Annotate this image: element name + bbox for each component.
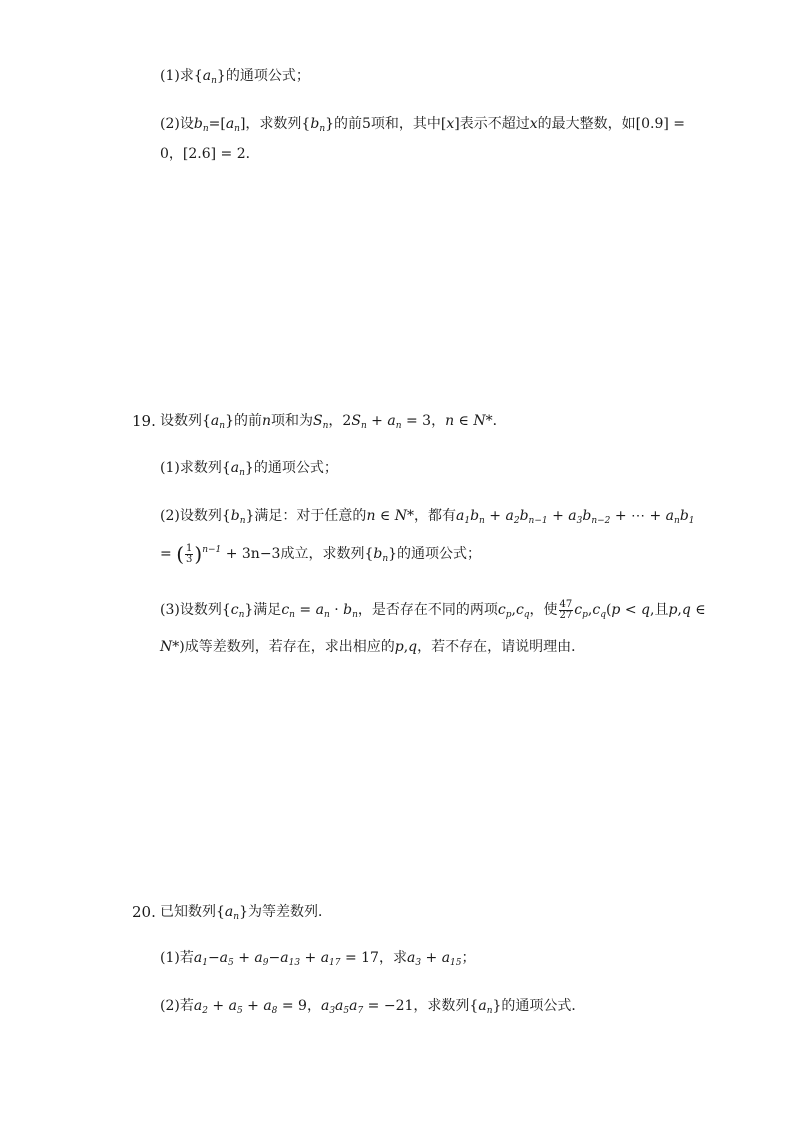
q19-intro: 设数列$\{a_n\}$的前n项和为$S_n$，$2S_n + a_n = 3$，n ∈ N*．	[160, 413, 507, 431]
math-b-n: $b_n$	[230, 508, 246, 526]
math-c-q: $c_q$	[515, 602, 530, 620]
math-n: n	[445, 413, 455, 429]
q19-part2-line2: = ( $\frac{1}{3}$ )$^{n-1}$ + 3n−3成立，求数列$\{b_n\}$的通项公式；	[160, 542, 482, 566]
math-S-n: $S_n$	[351, 413, 367, 431]
math-c-q: $c_q$	[592, 602, 606, 620]
math-N: N	[394, 508, 407, 524]
math-b-n: $b_n$	[343, 602, 358, 620]
math-a-n: $a_n$	[315, 602, 330, 620]
q19-part3-line1: (3)设数列$\{c_n\}$满足$c_n = a_n \cdot b_n$，是否存在不同的两项$c_p,c_q$，使 $\frac{47}{27}$ $c_p,c_q(p < q$,且p,q ∈	[160, 598, 706, 621]
q18-part2-line2: 0，[2.6] = 2．	[160, 146, 260, 162]
math-S-n: $S_n$	[313, 413, 329, 431]
math-a3bn-2: $a_3b_{n-2}$	[568, 508, 611, 526]
math-c-n: $c_n$	[230, 602, 245, 620]
q19-part2-line1: (2)设数列$\{b_n\}$满足：对于任意的n ∈ N*，都有$a_1b_n + a_2b_{n-1} + a_3b_{n-2}$ + ⋯ + $a_nb_1$	[160, 508, 695, 526]
math-a5: $a_5$	[219, 950, 234, 968]
math-p: p	[611, 602, 621, 618]
math-a8: $a_8$	[263, 998, 278, 1016]
math-a-n: $a_n$	[478, 998, 493, 1016]
math-a1: $a_1$	[193, 950, 208, 968]
question-20-number: 20.	[132, 903, 156, 921]
math-N: N	[160, 639, 173, 655]
math-a15: $a_{15}$	[441, 950, 462, 968]
math-a13: $a_{13}$	[280, 950, 301, 968]
math-a3: $a_3$	[406, 950, 422, 968]
math-n: n	[366, 508, 376, 524]
q18-part1: (1)求$\{a_n\}$的通项公式；	[160, 68, 310, 86]
q19-part3-line2: N*)成等差数列，若存在，求出相应的p,q，若不存在，请说明理由．	[160, 639, 586, 655]
q19-part1: (1)求数列$\{a_n\}$的通项公式；	[160, 460, 338, 478]
math-a17: $a_{17}$	[320, 950, 341, 968]
q20-part1: (1)若$a_1-a_5 + a_9-a_{13} + a_{17} = 17$，求$a_3 + a_{15}$；	[160, 950, 476, 968]
math-q: q	[408, 639, 418, 655]
q18-part2-line1: (2)设$b_n=[a_n]$，求数列$\{b_n\}$的前5项和，其中[x]表示不超过x的最大整数，如[0.9] =	[160, 116, 686, 134]
math-b-n: $b_n$	[310, 116, 326, 134]
math-a-n: $a_n$	[224, 904, 240, 922]
math-a1bn: $a_1b_n$	[455, 508, 485, 526]
q20-intro: 已知数列$\{a_n\}$为等差数列．	[160, 904, 332, 922]
math-x: x	[446, 116, 455, 132]
math-a-n: $a_n$	[387, 413, 402, 431]
q20-part2: (2)若$a_2 + a_5 + a_8 = 9$，$a_3a_5a_7 = -21$，求数列$\{a_n\}$的通项公式．	[160, 998, 586, 1016]
math-q: q	[641, 602, 650, 618]
math-a-n: $a_n$	[202, 68, 217, 86]
question-19-number: 19.	[132, 412, 156, 430]
math-a2bn-1: $a_2b_{n-1}$	[505, 508, 548, 526]
math-c-p: $c_p$	[497, 602, 512, 620]
math-c-n: $c_n$	[281, 602, 295, 620]
math-c-p: $c_p$	[574, 602, 588, 620]
math-a9: $a_9$	[254, 950, 269, 968]
math-a3a5a7: $a_3a_5a_7$	[320, 998, 364, 1016]
math-a-n: $a_n$	[210, 413, 226, 431]
math-anb1: $a_nb_1$	[665, 508, 695, 526]
math-x: x	[529, 116, 538, 132]
math-a5: $a_5$	[228, 998, 243, 1016]
math-n: n	[262, 413, 272, 429]
math-a-n: $a_n$	[225, 116, 240, 134]
fraction-47-27: $\frac{47}{27}$	[559, 598, 573, 621]
math-p: p	[394, 639, 404, 655]
math-p: p	[668, 602, 678, 618]
fraction-one-third: $\frac{1}{3}$	[186, 542, 193, 565]
math-a2: $a_2$	[193, 998, 208, 1016]
math-a-n: $a_n$	[230, 460, 245, 478]
math-q: q	[681, 602, 691, 618]
math-b-n: $b_n$	[373, 546, 389, 564]
math-N: N	[473, 413, 486, 429]
math-b-n: $b_n$	[193, 116, 209, 134]
